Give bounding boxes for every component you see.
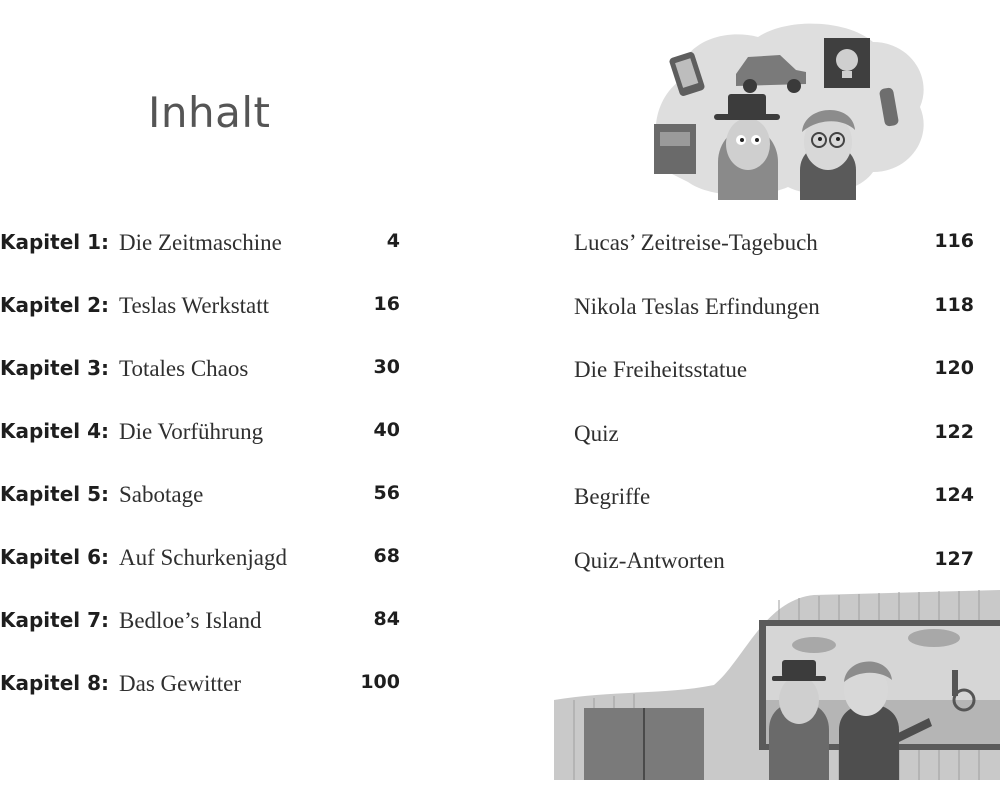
chapter-label: Kapitel 7: <box>0 608 110 632</box>
chapter-name: Die Zeitmaschine <box>119 230 282 255</box>
toc-row[interactable] <box>0 667 410 730</box>
chapter-name: Das Gewitter <box>119 671 241 696</box>
chapter-label: Kapitel 2: <box>0 293 110 317</box>
page-number: 56 <box>373 482 400 504</box>
toc-chapters <box>0 226 410 730</box>
page-number: 118 <box>934 293 974 316</box>
page-number: 4 <box>386 230 400 252</box>
chapter-name: Totales Chaos <box>119 356 249 381</box>
toc-row[interactable] <box>0 478 410 541</box>
chapter-name: Teslas Werkstatt <box>119 293 270 318</box>
toc-row[interactable] <box>0 226 410 289</box>
toc-row[interactable] <box>574 480 984 544</box>
toc-row[interactable] <box>574 417 984 481</box>
chapter-name: Auf Schurkenjagd <box>119 545 287 570</box>
toc-row[interactable] <box>0 289 410 352</box>
chapter-name: Sabotage <box>119 482 204 507</box>
section-name: Quiz-Antworten <box>574 547 725 573</box>
page-title: Inhalt <box>148 88 271 137</box>
page-number: 120 <box>934 357 974 379</box>
chapter-name: Bedloe’s Island <box>119 608 262 633</box>
page-number: 68 <box>373 545 400 567</box>
toc-row[interactable] <box>574 353 984 417</box>
section-name: Die Freiheitsstatue <box>574 357 748 382</box>
toc-row[interactable] <box>574 290 984 354</box>
page-number: 122 <box>934 420 974 443</box>
toc-row[interactable] <box>0 541 410 604</box>
page-number: 100 <box>360 671 400 693</box>
chapter-name: Die Vorführung <box>119 419 264 444</box>
section-name: Begriffe <box>574 484 651 509</box>
page-number: 16 <box>373 293 400 315</box>
chapter-label: Kapitel 1: <box>0 230 110 254</box>
kids-at-window-illustration <box>554 590 1000 780</box>
chapter-label: Kapitel 8: <box>0 671 110 695</box>
section-name: Nikola Teslas Erfindungen <box>574 293 820 319</box>
toc-row[interactable] <box>0 604 410 667</box>
chapter-label: Kapitel 6: <box>0 545 110 569</box>
chapter-label: Kapitel 3: <box>0 356 110 380</box>
page-number: 84 <box>373 608 400 630</box>
section-name: Quiz <box>574 420 619 446</box>
chapter-label: Kapitel 4: <box>0 419 110 443</box>
toc-row[interactable] <box>0 352 410 415</box>
page-number: 124 <box>934 484 974 506</box>
page-number: 40 <box>373 419 400 441</box>
chapter-label: Kapitel 5: <box>0 482 110 506</box>
toc-row[interactable] <box>574 226 984 290</box>
page-number: 30 <box>373 356 400 378</box>
toc-appendix <box>574 226 984 607</box>
page-number: 127 <box>934 547 974 570</box>
two-kids-thinking-illustration <box>648 22 930 200</box>
toc-row[interactable] <box>0 415 410 478</box>
section-name: Lucas’ Zeitreise-Tagebuch <box>574 230 818 255</box>
page-number: 116 <box>934 230 974 252</box>
